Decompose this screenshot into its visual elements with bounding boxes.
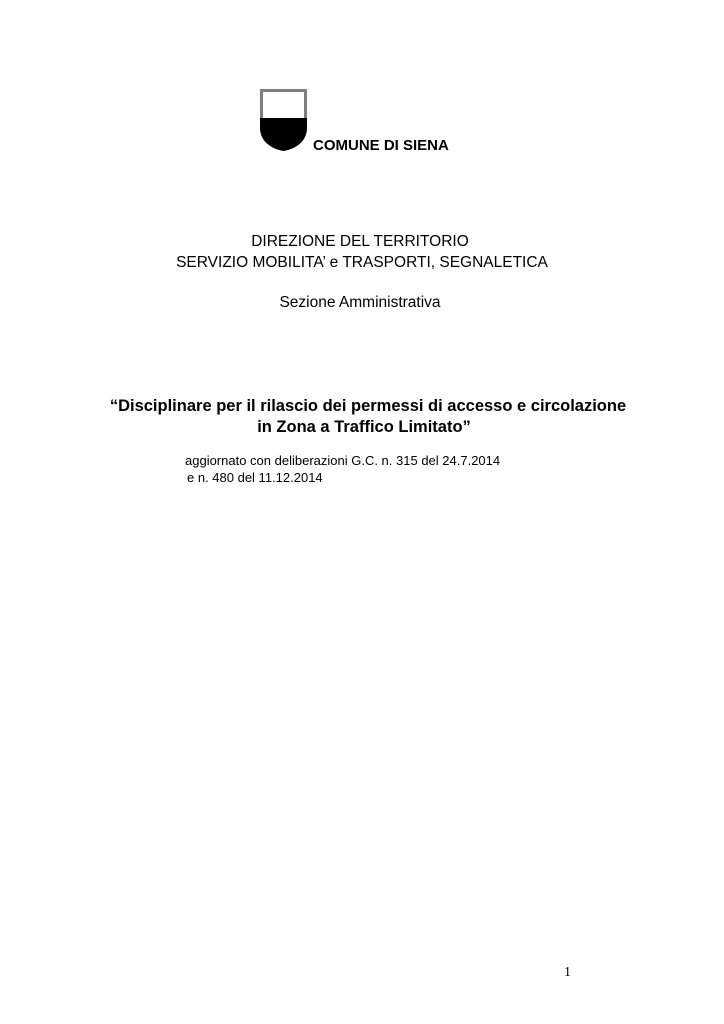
organization-name: COMUNE DI SIENA bbox=[313, 137, 449, 154]
document-title-line-1: “Disciplinare per il rilascio dei permessi di accesso e circolazione bbox=[109, 397, 627, 415]
service-heading: SERVIZIO MOBILITA’ e TRASPORTI, SEGNALETICA bbox=[176, 254, 548, 271]
section-heading: Sezione Amministrativa bbox=[279, 294, 441, 311]
document-title-line-2: in Zona a Traffico Limitato” bbox=[257, 418, 471, 436]
city-crest-icon bbox=[259, 88, 311, 152]
page-number: 1 bbox=[564, 965, 571, 980]
update-note-line-2: e n. 480 del 11.12.2014 bbox=[187, 470, 323, 485]
direction-heading: DIREZIONE DEL TERRITORIO bbox=[251, 233, 469, 250]
update-note-line-1: aggiornato con deliberazioni G.C. n. 315 del 24.7.2014 bbox=[185, 453, 501, 468]
